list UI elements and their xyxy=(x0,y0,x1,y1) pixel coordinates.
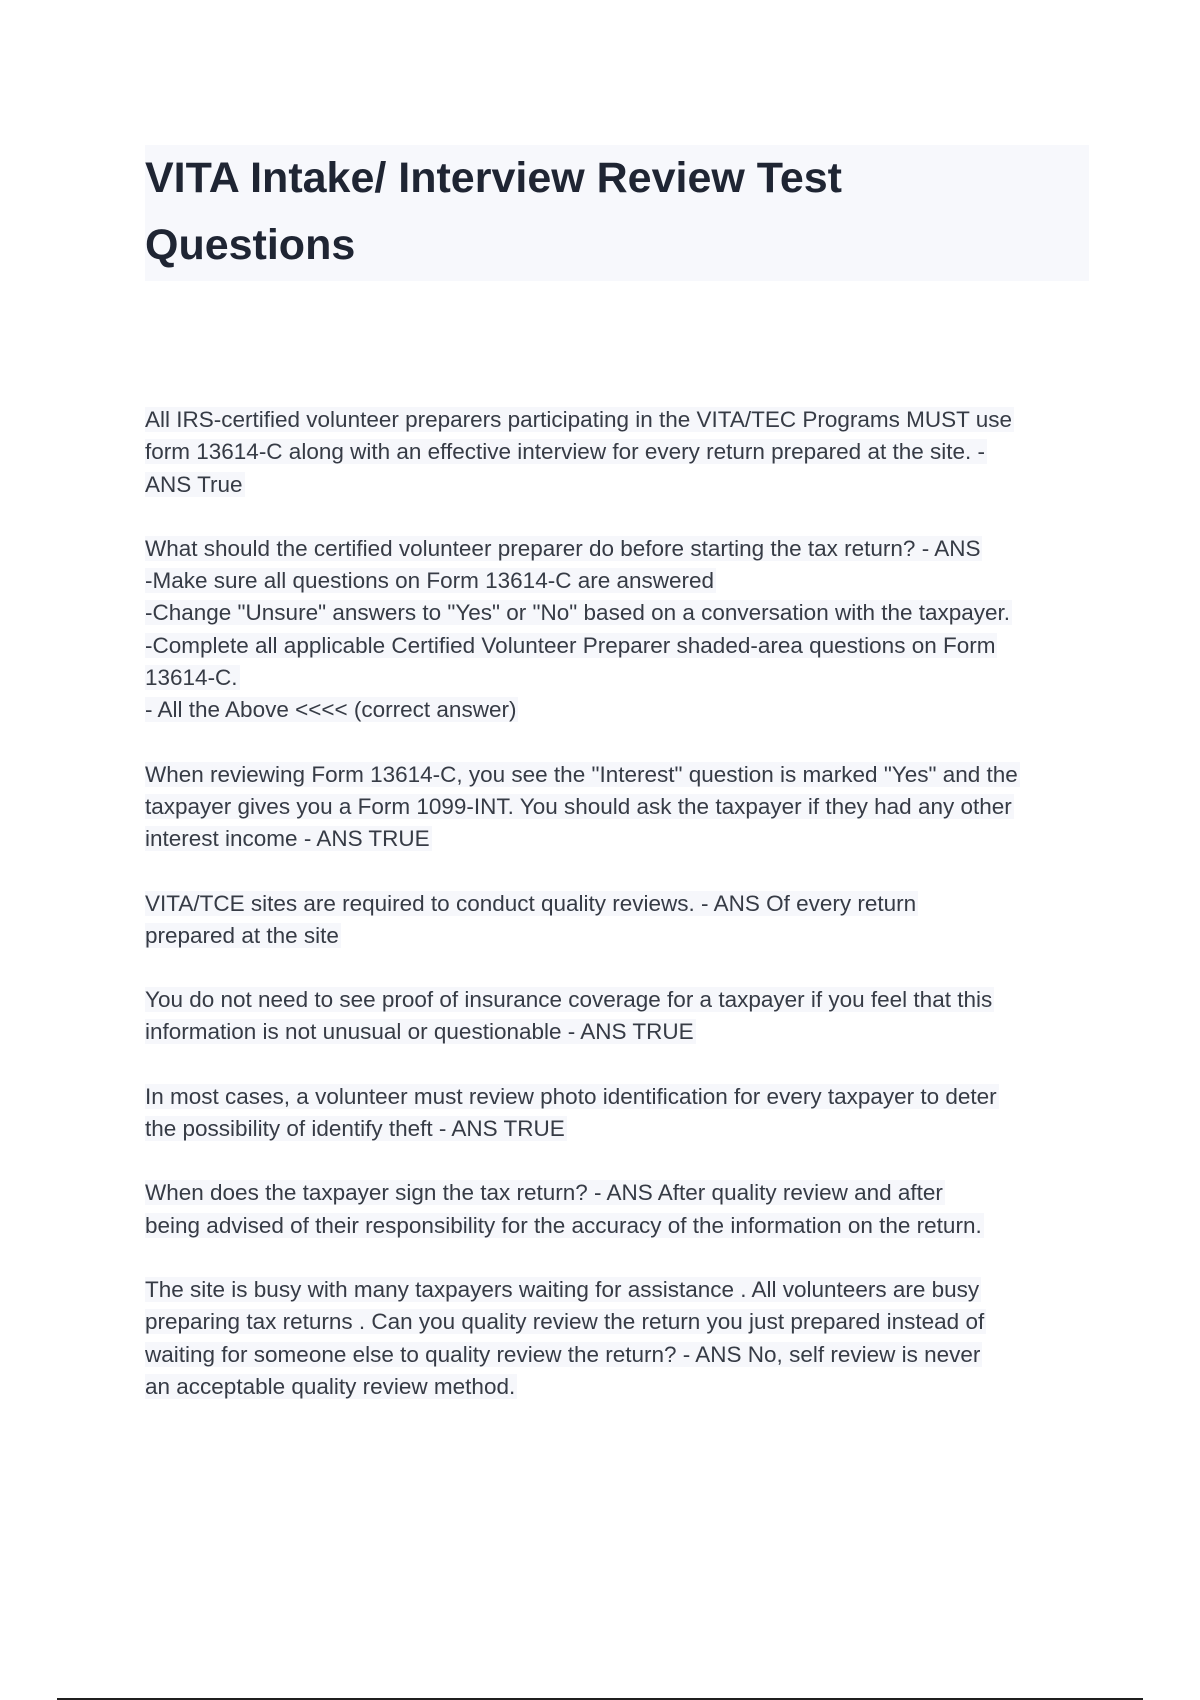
qa-item xyxy=(145,888,1090,953)
qa-line: information is not unusual or questionable - ANS TRUE xyxy=(145,1019,694,1045)
qa-line: -Complete all applicable Certified Volunteer Preparer shaded-area questions on Form xyxy=(145,632,996,658)
title-block xyxy=(145,145,1089,281)
qa-line: the possibility of identify theft - ANS TRUE xyxy=(145,1116,565,1142)
qa-line: All IRS-certified volunteer preparers participating in the VITA/TEC Programs MUST use xyxy=(145,407,1012,432)
qa-line: ANS True xyxy=(145,471,243,497)
document-title xyxy=(145,145,1045,279)
qa-line: The site is busy with many taxpayers waiting for assistance . All volunteers are busy xyxy=(145,1276,980,1302)
qa-item xyxy=(145,1177,1090,1242)
qa-line: waiting for someone else to quality review the return? - ANS No, self review is never xyxy=(145,1341,981,1367)
qa-item xyxy=(145,1081,1090,1146)
qa-line: - All the Above <<<< (correct answer) xyxy=(145,697,517,723)
qa-item xyxy=(145,404,1090,501)
qa-line: In most cases, a volunteer must review photo identification for every taxpayer to deter xyxy=(145,1083,997,1109)
qa-line: form 13614-C along with an effective interview for every return prepared at the site. - xyxy=(145,439,986,465)
qa-line: You do not need to see proof of insurance coverage for a taxpayer if you feel that this xyxy=(145,987,993,1013)
qa-line: What should the certified volunteer preparer do before starting the tax return? - ANS xyxy=(145,535,981,561)
qa-line: 13614-C. xyxy=(145,665,238,691)
qa-line: prepared at the site xyxy=(145,922,339,948)
qa-line: VITA/TCE sites are required to conduct quality reviews. - ANS Of every return xyxy=(145,890,917,916)
qa-line: taxpayer gives you a Form 1099-INT. You should ask the taxpayer if they had any other xyxy=(145,793,1012,819)
qa-item xyxy=(145,533,1090,727)
qa-item xyxy=(145,984,1090,1049)
qa-line: -Make sure all questions on Form 13614-C are answered xyxy=(145,568,715,594)
qa-line: being advised of their responsibility for the accuracy of the information on the return. xyxy=(145,1212,982,1238)
qa-line: -Change "Unsure" answers to "Yes" or "No" based on a conversation with the taxpayer. xyxy=(145,600,1011,626)
title-line: Questions xyxy=(145,221,356,269)
qa-line: interest income - ANS TRUE xyxy=(145,826,430,852)
qa-item xyxy=(145,1274,1090,1403)
qa-line: preparing tax returns . Can you quality review the return you just prepared instead of xyxy=(145,1309,985,1335)
title-line: VITA Intake/ Interview Review Test xyxy=(145,154,842,202)
qa-list xyxy=(145,404,1090,1435)
qa-line: When does the taxpayer sign the tax return? - ANS After quality review and after xyxy=(145,1180,943,1206)
qa-line: an acceptable quality review method. xyxy=(145,1373,516,1399)
qa-item xyxy=(145,759,1090,856)
qa-line: When reviewing Form 13614-C, you see the "Interest" question is marked "Yes" and the xyxy=(145,761,1018,787)
